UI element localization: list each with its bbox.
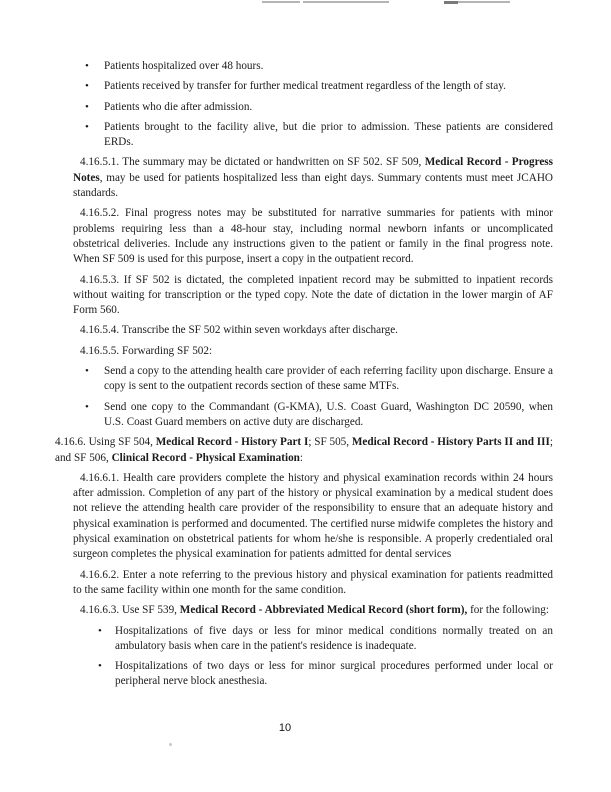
- scan-artifact-bar: [303, 1, 389, 3]
- text-run: 4.16.5.4. Transcribe the SF 502 within seven workdays after discharge.: [80, 324, 398, 337]
- bold-text-run: Medical Record - Abbreviated Medical Record (short form),: [179, 604, 468, 617]
- bullet-text: [104, 364, 553, 395]
- bullet-item: [55, 364, 553, 395]
- bold-text-run: Medical Record - Progress Notes: [73, 156, 554, 184]
- bullet-item: [55, 100, 553, 115]
- document-content: [55, 54, 553, 695]
- bullet-dot-icon: •: [85, 365, 89, 378]
- scan-artifact-bar: [444, 1, 458, 4]
- bold-text-run: Medical Record - History Part I: [155, 436, 309, 449]
- text-run: 4.16.5.2. Final progress notes may be substituted for narrative summaries for patients with minor problems requiring less than a 48-hour stay, including normal newborn infants or uncomplicated obstetrical deliveries. Include any instructions given to the patient or family in the final progress note. When SF 509 is used for this purpose, insert a copy in the outpatient record.: [73, 207, 553, 266]
- text-run: for the following:: [467, 604, 549, 617]
- text-run: Patients received by transfer for further medical treatment regardless of the length of stay.: [104, 80, 506, 93]
- text-run: :: [299, 451, 304, 464]
- text-run: ; SF 505,: [308, 436, 352, 449]
- text-run: 4.16.5.3. If SF 502 is dictated, the completed inpatient record may be submitted to inpatient records without waiting for transcription or the typed copy. Note the date of dictation in the lower margin of AF Form 560.: [73, 273, 553, 317]
- text-run: 4.16.6. Using SF 504,: [55, 436, 156, 449]
- bullet-item: [55, 79, 553, 94]
- paragraph-4.16.5.1: [55, 155, 553, 201]
- bold-text-run: Clinical Record - Physical Examination: [111, 451, 300, 464]
- bullet-dot-icon: •: [85, 100, 89, 113]
- text-run: Hospitalizations of five days or less for minor medical conditions normally treated on an ambulatory basis when care in the patient's residence is inadequate.: [115, 624, 553, 652]
- bullet-dot-icon: •: [98, 660, 102, 673]
- bullet-text: [104, 400, 553, 431]
- text-run: 4.16.5.1. The summary may be dictated or handwritten on SF 502. SF 509,: [80, 156, 425, 169]
- scan-artifact-bar: [262, 1, 300, 3]
- bullet-dot-icon: •: [85, 60, 89, 72]
- text-run: , may be used for patients hospitalized less than eight days. Summary contents must meet JCAHO standards.: [73, 171, 553, 200]
- scan-speck: [169, 743, 172, 746]
- text-run: Hospitalizations of two days or less for minor surgical procedures performed under local or peripheral nerve block anesthesia.: [115, 660, 553, 688]
- bold-text-run: Medical Record - History Parts II and III: [351, 436, 550, 449]
- paragraph-4.16.6.3: [55, 603, 553, 618]
- paragraph-4.16.6.2: [55, 568, 553, 599]
- scan-artifact-bar: [458, 1, 510, 3]
- text-run: Patients brought to the facility alive, but die prior to admission. These patients are considered ERDs.: [104, 120, 553, 149]
- bullet-dot-icon: •: [85, 120, 89, 133]
- text-run: 4.16.6.3. Use SF 539,: [80, 604, 180, 617]
- bullet-dot-icon: •: [85, 400, 89, 413]
- bullet-item: [55, 400, 553, 431]
- text-run: ; and SF 506,: [55, 436, 553, 464]
- text-run: Patients who die after admission.: [104, 100, 253, 113]
- bullet-text: [104, 120, 553, 151]
- bullet-item: [55, 624, 553, 655]
- bullet-text: [104, 100, 553, 115]
- bullet-text: [115, 624, 553, 655]
- paragraph-4.16.5.3: [55, 273, 553, 319]
- bullet-text: [104, 59, 553, 74]
- bullet-text: [115, 659, 553, 690]
- text-run: 4.16.5.5. Forwarding SF 502:: [80, 344, 213, 357]
- text-run: Patients hospitalized over 48 hours.: [104, 60, 264, 72]
- bullet-dot-icon: •: [85, 80, 89, 93]
- text-run: Send one copy to the Commandant (G-KMA), U.S. Coast Guard, Washington DC 20590, when U.S. Coast Guard members on active duty are discharged.: [104, 400, 553, 428]
- paragraph-4.16.6: [55, 435, 553, 466]
- text-run: 4.16.6.1. Health care providers complete the history and physical examination records within 24 hours after admission. Completion of any part of the history or physical examination by a medical student does not relieve the attending health care provider of the responsibility to ensure that an adequate history and physical examination is performed and documented. The certified nurse midwife completes the history and physical examination on obstetrical patients for whom he/she is responsible. A properly credentialed oral surgeon completes the physical examination for patients admitted for dental services: [73, 471, 553, 561]
- page-number: 10: [278, 722, 292, 734]
- text-run: 4.16.6.2. Enter a note referring to the previous history and physical examination for patients readmitted to the same facility within one month for the same condition.: [73, 568, 553, 596]
- bullet-item: [55, 659, 553, 690]
- bullet-dot-icon: •: [98, 624, 102, 637]
- paragraph-4.16.5.2: [55, 206, 553, 267]
- paragraph-4.16.6.1: [55, 471, 553, 563]
- bullet-item: [55, 120, 553, 151]
- paragraph-4.16.5.5: [55, 344, 553, 359]
- bullet-item: [55, 59, 553, 74]
- bullet-text: [104, 79, 553, 94]
- paragraph-4.16.5.4: [55, 323, 553, 338]
- text-run: Send a copy to the attending health care provider of each referring facility upon discharge. Ensure a copy is sent to the outpatient records section of these same MTFs.: [104, 365, 553, 393]
